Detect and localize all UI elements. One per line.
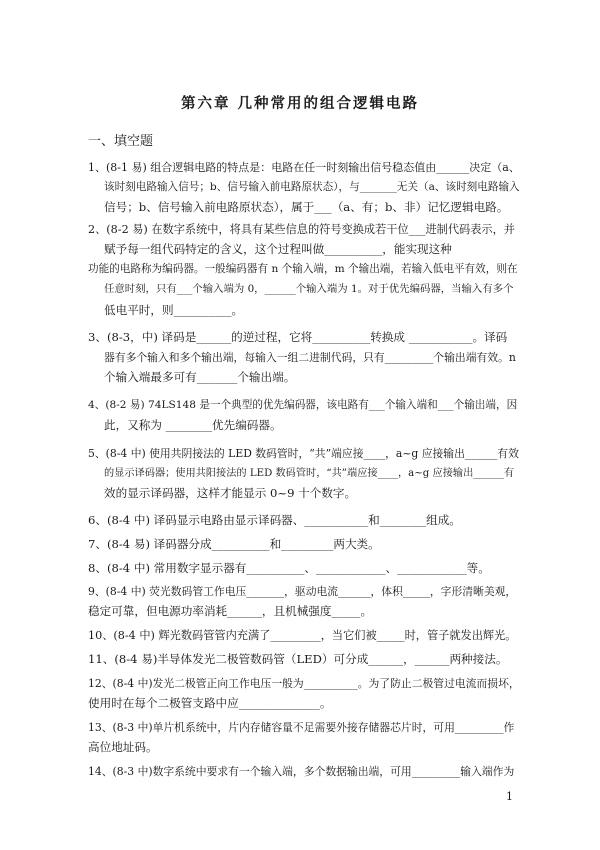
text-line: 稳定可靠，但电源功率消耗______，且机械强度_____。	[88, 604, 373, 618]
text-line: 3、(8-3，中) 译码是______的逆过程，它将__________转换成 ___________。译码	[88, 330, 508, 344]
text-line: 6、(8-4 中) 译码显示电路由显示译码器、___________和________组成。	[88, 513, 461, 527]
text-line: 9、(8-4 中) 荧光数码管工作电压_______，驱动电流______，体积_____，字形清晰美观，	[88, 585, 517, 598]
text-line: 5、(8-4 中) 使用共阴接法的 LED 数码管时，“共”端应接____，a~g 应接输出______有效	[88, 447, 519, 460]
text-line: 的显示译码器；使用共阳接法的 LED 数码管时，“共”端应接____，a~g 应接输出______有	[104, 468, 515, 479]
text-line: 4、(8-2 易) 74LS148 是一个典型的优先编码器，该电路有___个输入端和___个输出端，因	[88, 399, 518, 411]
text-line: 14、(8-3 中)数字系统中要求有一个输入端，多个数据输出端，可用_________输入端作为	[88, 765, 515, 778]
text-line: 赋予每一组代码特定的含义，这个过程叫做__________，能实现这种	[104, 242, 452, 256]
text-line: 功能的电路称为编码器。一般编码器有 n 个输入端，m 个输出端，若输入低电平有效，则在	[88, 263, 518, 275]
text-line: 7、(8-4 易) 译码器分成__________和_________两大类。	[88, 537, 380, 551]
text-line: 器有多个输入和多个输出端，每输入一组二进制代码，只有_________个输出端有效。n	[104, 351, 516, 364]
text-line: 低电平时，则__________。	[104, 303, 244, 317]
text-line: 该时刻电路输入信号；b、信号输入前电路原状态），与_______无关（a、该时刻电路输入	[104, 181, 520, 193]
text-line: 2、(8-2 易) 在数字系统中，将具有某些信息的符号变换成若干位___进制代码表示，并	[88, 223, 515, 236]
text-line: 个输入端最多可有_______个输出端。	[104, 370, 296, 384]
chapter-title: 第六章 几种常用的组合逻辑电路	[180, 95, 420, 112]
text-line: 11、(8-4 易)半导体发光二极管数码管（LED）可分成______，______两种接法。	[88, 652, 508, 666]
text-line: 1、(8-1 易) 组合逻辑电路的特点是：电路在任一时刻输出信号稳态值由______决定（a、	[88, 161, 520, 174]
text-line: 8、(8-4 中) 常用数字显示器有__________、____________、____________等。	[88, 561, 490, 575]
text-line: 12、(8-4 中)发光二极管正向工作电压一般为__________。为了防止二极管过电流而损坏，	[88, 677, 520, 690]
text-line: 13、(8-3 中)单片机系统中，片内存储容量不足需要外接存储器芯片时，可用_________作	[88, 721, 515, 734]
page-number: 1	[506, 790, 513, 803]
text-line: 信号；b、信号输入前电路原状态），属于___（a、有；b、非）记忆逻辑电路。	[104, 200, 509, 214]
text-line: 高位地址码。	[88, 740, 158, 754]
text-line: 任意时刻，只有___个输入端为 0，______个输入端为 1。对于优先编码器，当输入有多个	[104, 283, 514, 295]
text-line: 10、(8-4 中) 辉光数码管管内充满了_________，当它们被_____时，管子就发出辉光。	[88, 629, 517, 642]
section-heading: 一、填空题	[88, 134, 154, 149]
text-line: 效的显示译码器，这样才能显示 0~9 十个数字。	[104, 486, 357, 500]
text-line: 此，又称为 ________优先编码器。	[104, 418, 282, 432]
text-line: 使用时在每个二极管支路中应______________。	[88, 696, 332, 710]
